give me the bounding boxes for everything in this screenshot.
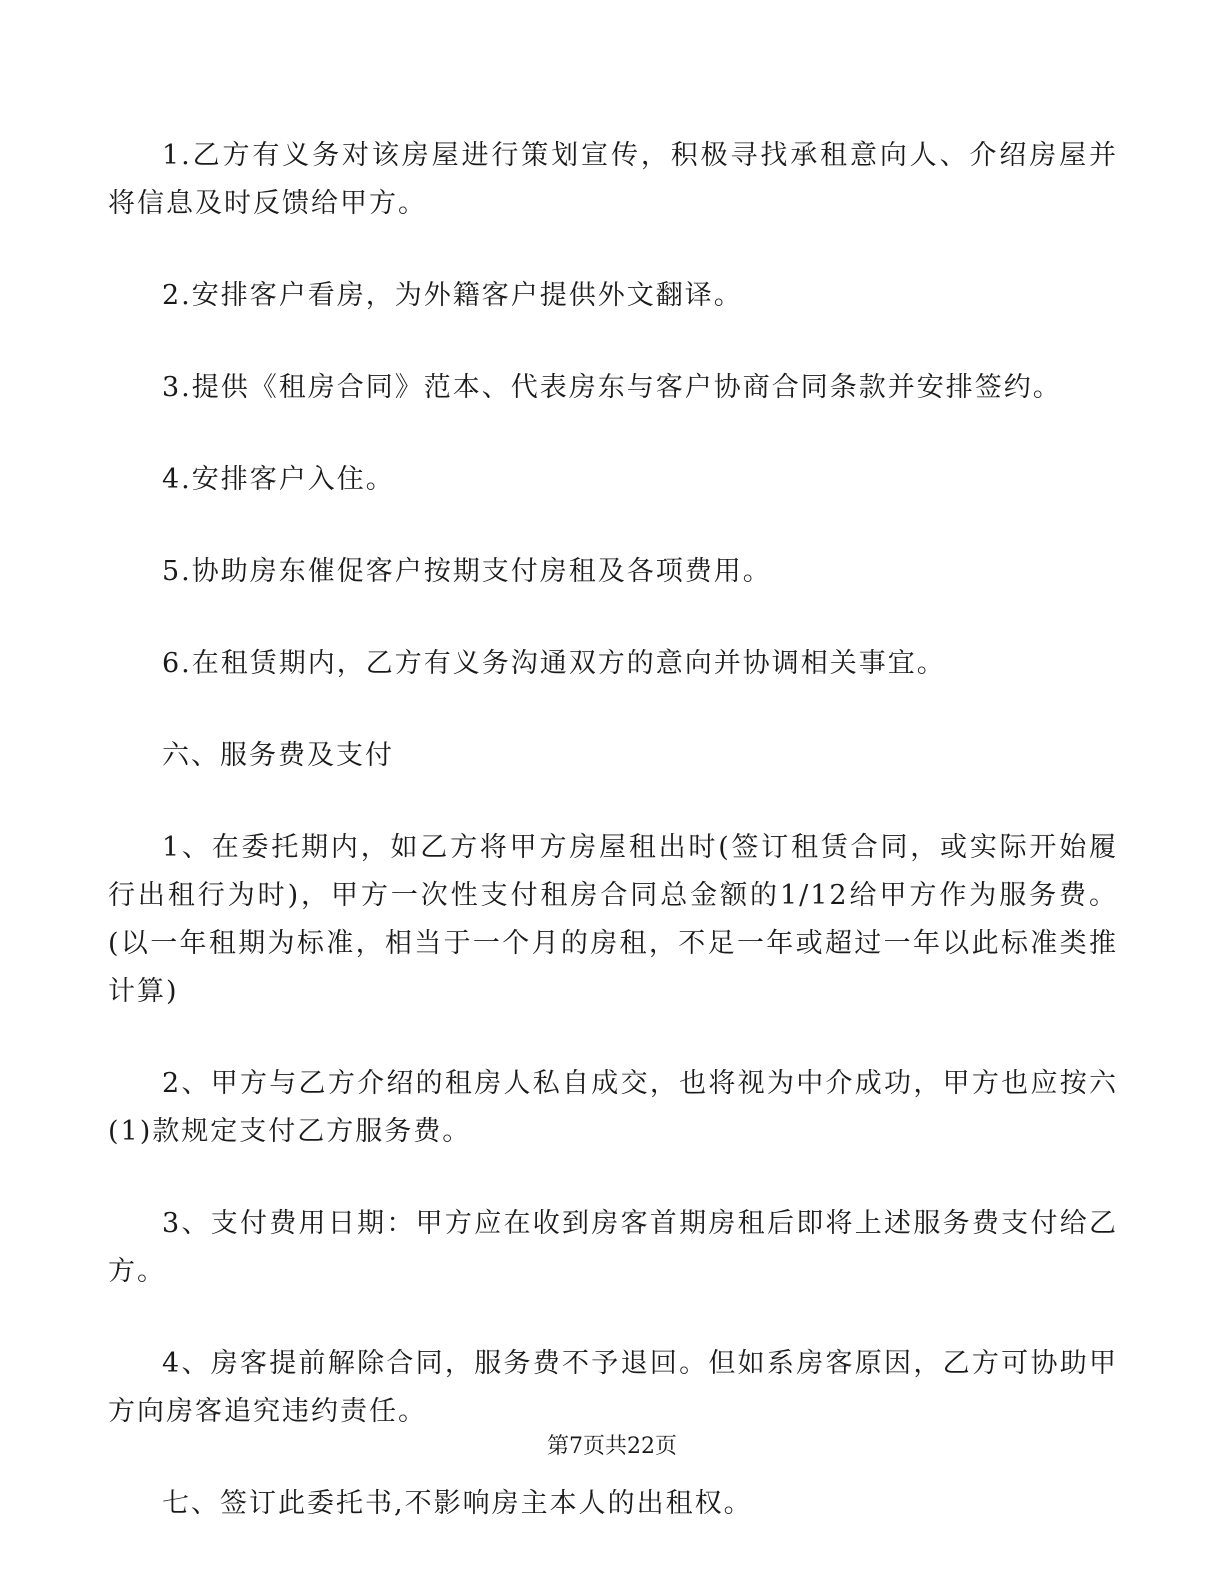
paragraph-fee-4: 4、房客提前解除合同，服务费不予退回。但如系房客原因，乙方可协助甲方向房客追究违约责任。 <box>108 1348 1118 1427</box>
document-body <box>108 132 1118 1572</box>
section-heading-rental-right: 七、签订此委托书,不影响房主本人的出租权。 <box>162 1488 753 1519</box>
paragraph-duty-3: 3.提供《租房合同》范本、代表房东与客户协商合同条款并安排签约。 <box>162 372 1062 403</box>
paragraph-duty-2: 2.安排客户看房，为外籍客户提供外文翻译。 <box>162 280 743 311</box>
section-heading-service-fee: 六、服务费及支付 <box>162 740 394 771</box>
paragraph-duty-6: 6.在租赁期内，乙方有义务沟通双方的意向并协调相关事宜。 <box>162 648 946 679</box>
page-number-footer: 第7页共22页 <box>547 1434 677 1459</box>
paragraph-fee-1: 1、在委托期内，如乙方将甲方房屋租出时(签订租赁合同，或实际开始履行出租行为时)，甲方一次性支付租房合同总金额的1/12给甲方作为服务费。(以一年租期为标准，相当于一个月的房租，不足一年或超过一年以此标准类推计算) <box>108 832 1118 1007</box>
paragraph-duty-4: 4.安排客户入住。 <box>162 464 395 495</box>
paragraph-duty-1: 1.乙方有义务对该房屋进行策划宣传，积极寻找承租意向人、介绍房屋并将信息及时反馈给甲方。 <box>108 140 1118 219</box>
paragraph-fee-3: 3、支付费用日期：甲方应在收到房客首期房租后即将上述服务费支付给乙方。 <box>108 1208 1118 1287</box>
paragraph-duty-5: 5.协助房东催促客户按期支付房租及各项费用。 <box>162 556 772 587</box>
paragraph-fee-2: 2、甲方与乙方介绍的租房人私自成交，也将视为中介成功，甲方也应按六(1)款规定支付乙方服务费。 <box>108 1068 1118 1147</box>
